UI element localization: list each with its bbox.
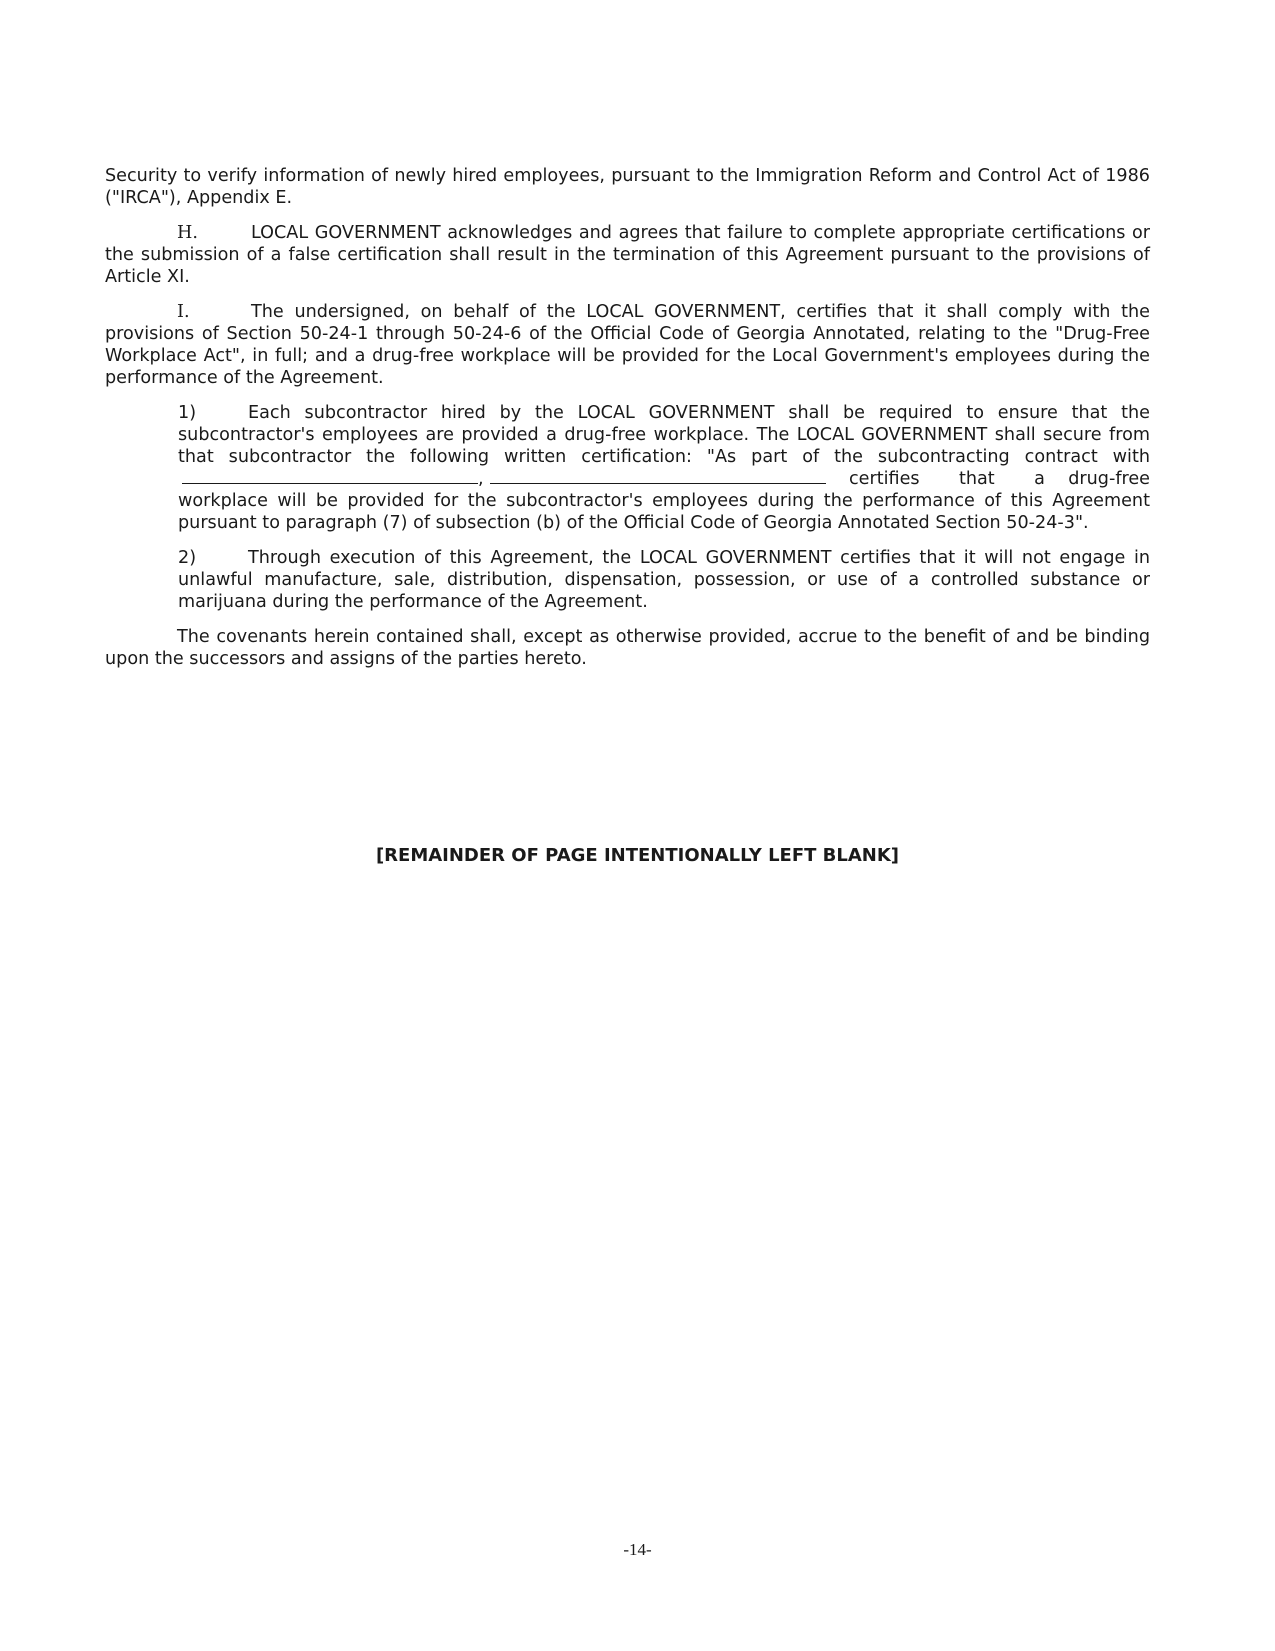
paragraph-h-text: LOCAL GOVERNMENT acknowledges and agrees that failure to complete appropriate certifications or the submission of a false certification shall result in the termination of this Agreement pursuant to the provisions of Article XI. bbox=[105, 223, 1150, 287]
paragraph-h-marker: H. bbox=[177, 223, 198, 243]
subparagraph-1-text-after: drug-free workplace will be provided for the subcontractor's employees during the performance of this Agreement pursuant to paragraph (7) of subsection (b) of the Official Code of Georgia Annotated Section 50-24-3". bbox=[178, 469, 1151, 533]
blank-page-notice: [REMAINDER OF PAGE INTENTIONALLY LEFT BLANK] bbox=[375, 845, 900, 866]
paragraph-i-text: The undersigned, on behalf of the LOCAL GOVERNMENT, certifies that it shall comply with the provisions of Section 50-24-1 through 50-24-6 of the Official Code of Georgia Annotated, relating to the "Drug-Free Workplace Act", in full; and a drug-free workplace will be provided for the Local Government's employees during the performance of the Agreement. bbox=[105, 302, 1150, 388]
paragraph-h bbox=[105, 222, 1150, 288]
subparagraph-1-comma: , bbox=[478, 469, 484, 489]
paragraph-i bbox=[105, 301, 1150, 389]
continuation-paragraph: Security to verify information of newly hired employees, pursuant to the Immigration Reform and Control Act of 1986 ("IRCA"), Appendix E. bbox=[105, 166, 1150, 208]
subparagraph-2 bbox=[178, 547, 1150, 613]
subparagraph-1-text-before: Each subcontractor hired by the LOCAL GOVERNMENT shall be required to ensure that the subcontractor's employees are provided a drug-free workplace. The LOCAL GOVERNMENT shall secure from that subcontractor the following written certification: "As part of the subcontracting contract with bbox=[178, 403, 1150, 467]
subparagraph-2-marker: 2) bbox=[178, 548, 197, 568]
page-number: -14- bbox=[623, 1540, 652, 1559]
subparagraph-1-marker: 1) bbox=[178, 403, 197, 423]
paragraph-i-marker: I. bbox=[177, 302, 190, 322]
subcontractor-party-blank bbox=[490, 469, 826, 484]
document-body bbox=[105, 165, 1150, 683]
subcontractor-name-blank bbox=[182, 469, 478, 484]
subparagraph-1-certifies: certifies that a bbox=[848, 469, 1045, 489]
covenants-paragraph: The covenants herein contained shall, except as otherwise provided, accrue to the benefit of and be binding upon the successors and assigns of the parties hereto. bbox=[105, 627, 1150, 669]
subparagraph-2-text: Through execution of this Agreement, the LOCAL GOVERNMENT certifies that it will not engage in unlawful manufacture, sale, distribution, dispensation, possession, or use of a controlled substance or marijuana during the performance of the Agreement. bbox=[178, 548, 1150, 612]
subparagraph-1 bbox=[178, 402, 1150, 534]
